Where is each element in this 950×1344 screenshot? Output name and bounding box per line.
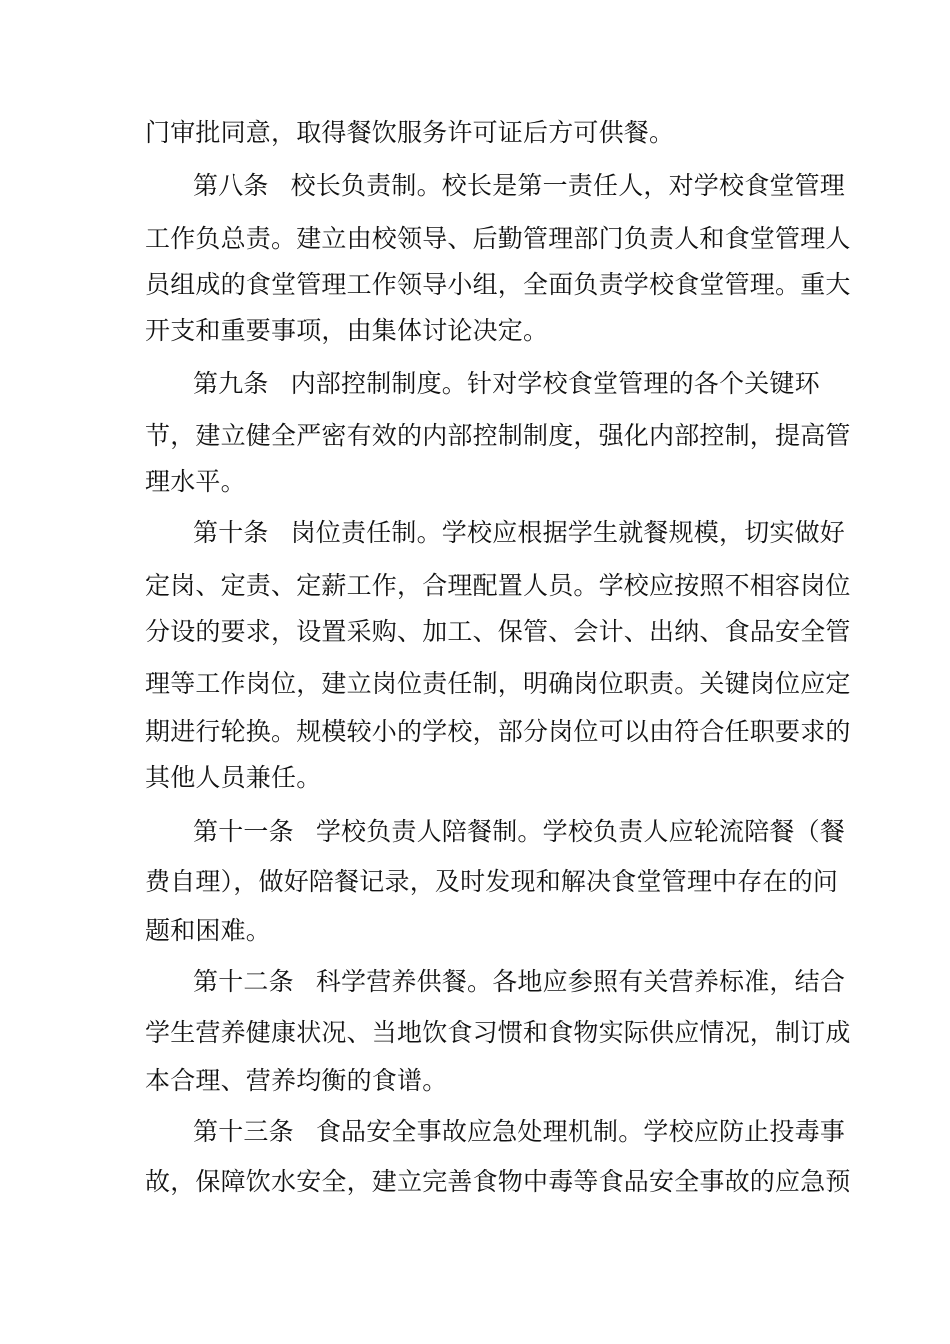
body-text: 门审批同意，取得餐饮服务许可证后方可供餐。 [145,118,675,147]
paragraph-line [145,421,851,451]
paragraph-line [145,224,851,254]
paragraph-line [145,717,851,747]
paragraph-line [145,571,851,601]
article-10-first-line [193,518,846,548]
article-13-first-line [193,1117,846,1147]
body-text: 本合理、营养均衡的食谱。 [145,1066,448,1095]
body-text: 理等工作岗位，建立岗位责任制，明确岗位职责。关键岗位应定 [145,669,851,698]
article-12-first-line [193,967,846,997]
paragraph-line [145,118,815,148]
body-text: 内部控制制度。针对学校食堂管理的各个关键环 [290,369,820,398]
body-text: 岗位责任制。学校应根据学生就餐规模，切实做好 [290,518,846,547]
body-text: 其他人员兼任。 [145,763,322,792]
article-heading: 第十三条 [193,1117,294,1146]
paragraph-line [145,1167,851,1197]
article-heading: 第九条 [193,369,269,398]
paragraph-line [145,270,851,300]
body-text: 工作负总责。建立由校领导、后勤管理部门负责人和食堂管理人 [145,224,851,253]
paragraph-line [145,467,815,497]
body-text: 分设的要求，设置采购、加工、保管、会计、出纳、食品安全管 [145,617,851,646]
body-text: 故，保障饮水安全，建立完善食物中毒等食品安全事故的应急预 [145,1167,851,1196]
body-text: 学校负责人陪餐制。学校负责人应轮流陪餐（餐 [315,817,846,846]
body-text: 节，建立健全严密有效的内部控制制度，强化内部控制，提高管 [145,421,851,450]
paragraph-line [145,669,851,699]
article-heading: 第十条 [193,518,269,547]
article-heading: 第十二条 [193,967,294,996]
paragraph-line [145,1066,815,1096]
article-11-first-line [193,817,846,847]
body-text: 学生营养健康状况、当地饮食习惯和食物实际供应情况，制订成 [145,1018,851,1047]
body-text: 校长负责制。校长是第一责任人，对学校食堂管理 [290,171,846,200]
body-text: 员组成的食堂管理工作领导小组，全面负责学校食堂管理。重大 [145,270,851,299]
body-text: 期进行轮换。规模较小的学校，部分岗位可以由符合任职要求的 [145,717,851,746]
paragraph-line [145,916,815,946]
article-9-first-line [193,369,820,399]
article-heading: 第八条 [193,171,269,200]
body-text: 科学营养供餐。各地应参照有关营养标准，结合 [315,967,846,996]
article-heading: 第十一条 [193,817,294,846]
article-8-first-line [193,171,846,201]
body-text: 开支和重要事项，由集体讨论决定。 [145,316,549,345]
body-text: 定岗、定责、定薪工作，合理配置人员。学校应按照不相容岗位 [145,571,851,600]
paragraph-line [145,763,815,793]
body-text: 理水平。 [145,467,246,496]
paragraph-line [145,316,815,346]
paragraph-line [145,867,839,897]
body-text: 题和困难。 [145,916,272,945]
body-text: 食品安全事故应急处理机制。学校应防止投毒事 [315,1117,846,1146]
paragraph-line [145,617,851,647]
paragraph-line [145,1018,851,1048]
body-text: 费自理），做好陪餐记录，及时发现和解决食堂管理中存在的问 [145,867,839,896]
